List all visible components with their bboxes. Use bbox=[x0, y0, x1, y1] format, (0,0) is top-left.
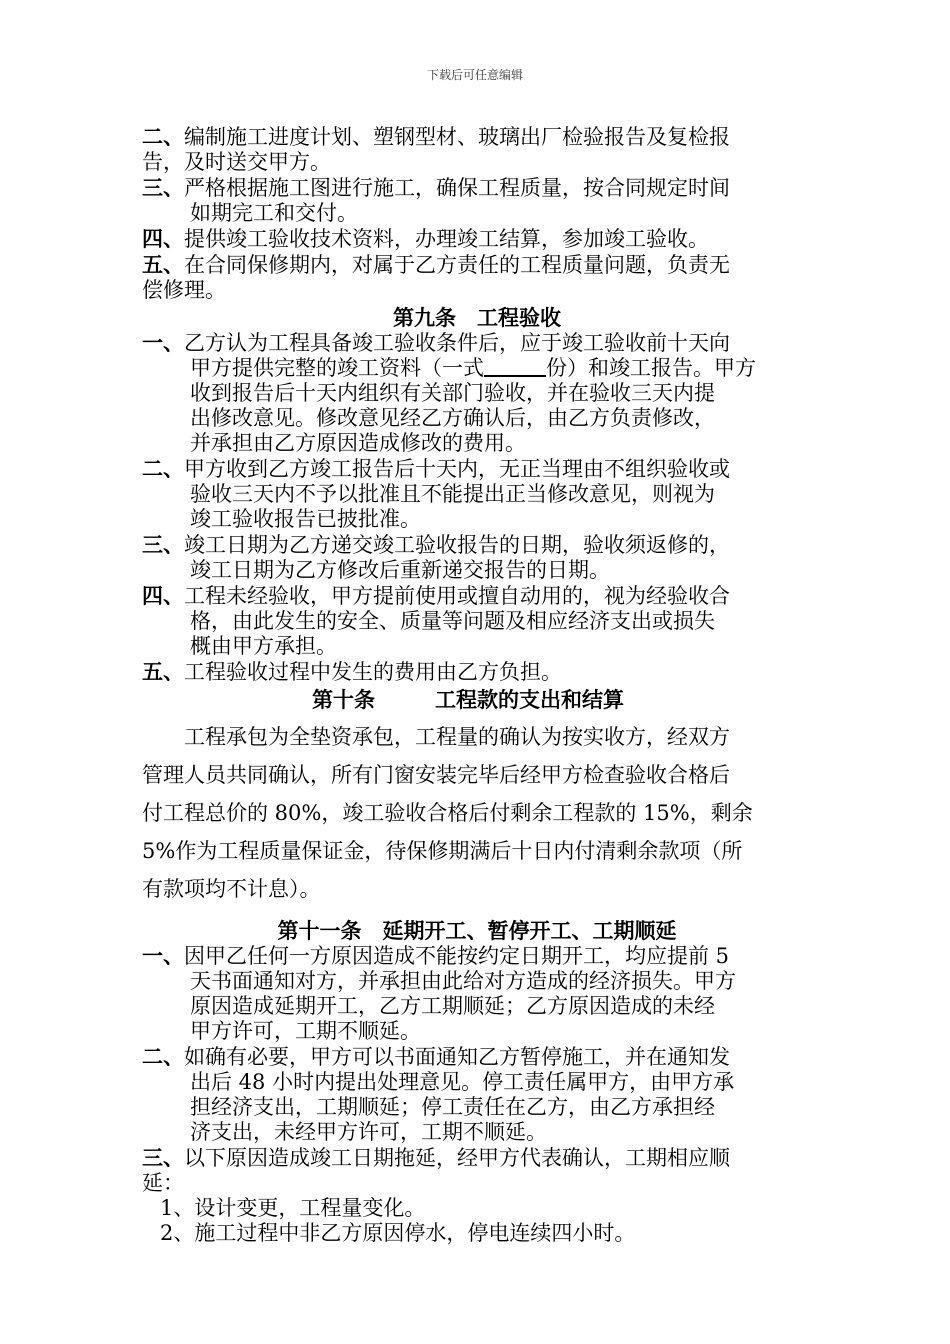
item-text: 担经济支出，工期顺延；停工责任在乙方，由乙方承担经 bbox=[190, 1095, 715, 1119]
article-number: 第十条 bbox=[312, 687, 375, 712]
item-number: 五、 bbox=[142, 659, 184, 684]
paragraph-line: 管理人员共同确认，所有门窗安装完毕后经甲方检查验收合格后 bbox=[142, 763, 730, 787]
art9-item-1 bbox=[142, 330, 812, 456]
art9-item-2 bbox=[142, 456, 812, 532]
item-text: 甲方提供完整的竣工资料（一式 bbox=[190, 356, 484, 380]
item-text: 济支出，未经甲方许可，工期不顺延。 bbox=[190, 1120, 547, 1144]
item-number: 一、 bbox=[142, 330, 184, 355]
item-text: 格，由此发生的安全、质量等问题及相应经济支出或损失 bbox=[190, 609, 715, 633]
art11-item-1 bbox=[142, 943, 812, 1044]
item-number: 二、 bbox=[142, 124, 184, 149]
item-number: 二、 bbox=[142, 456, 184, 481]
art8-item-2 bbox=[142, 124, 812, 175]
art8-item-3 bbox=[142, 175, 812, 226]
item-number: 四、 bbox=[142, 583, 184, 608]
sub-item: 2、施工过程中非乙方原因停水，停电连续四小时。 bbox=[160, 1221, 636, 1245]
item-text: 概由甲方承担。 bbox=[190, 634, 337, 658]
item-text: 如期完工和交付。 bbox=[190, 201, 358, 225]
item-text: 出修改意见。修改意见经乙方确认后，由乙方负责修改， bbox=[190, 406, 715, 430]
art8-item-4 bbox=[142, 226, 812, 252]
paragraph-line: 5%作为工程质量保证金，待保修期满后十日内付清剩余款项（所 bbox=[142, 839, 743, 863]
item-text: 在合同保修期内，对属于乙方责任的工程质量问题，负责无 bbox=[184, 253, 730, 277]
item-text: 甲方收到乙方竣工报告后十天内，无正当理由不组织验收或 bbox=[184, 457, 730, 481]
art11-item-3 bbox=[142, 1145, 812, 1246]
item-text: 出后 48 小时内提出处理意见。停工责任属甲方，由甲方承 bbox=[190, 1070, 735, 1094]
item-number: 二、 bbox=[142, 1044, 184, 1069]
item-text: 延： bbox=[142, 1171, 184, 1195]
item-number: 三、 bbox=[142, 532, 184, 557]
art9-item-5 bbox=[142, 659, 812, 685]
item-text: 原因造成延期开工，乙方工期顺延；乙方原因造成的未经 bbox=[190, 994, 715, 1018]
item-text: 工程未经验收，甲方提前使用或擅自动用的，视为经验收合 bbox=[184, 584, 730, 608]
item-text: 偿修理。 bbox=[142, 278, 226, 302]
page-header: 下载后可任意编辑 bbox=[426, 68, 523, 82]
item-text: 告，及时送交甲方。 bbox=[142, 150, 331, 174]
art10-paragraph bbox=[142, 718, 812, 908]
item-text: 编制施工进度计划、塑钢型材、玻璃出厂检验报告及复检报 bbox=[184, 125, 730, 149]
article-9-title: 第九条 工程验收 bbox=[393, 305, 561, 330]
item-text: 收到报告后十天内组织有关部门验收，并在验收三天内提 bbox=[190, 381, 715, 405]
item-text: 提供竣工验收技术资料，办理竣工结算，参加竣工验收。 bbox=[184, 227, 709, 251]
item-number: 四、 bbox=[142, 226, 184, 251]
item-text: 甲方许可，工期不顺延。 bbox=[190, 1019, 421, 1043]
art11-item-2 bbox=[142, 1044, 812, 1145]
article-11-title: 第十一条 延期开工、暂停开工、工期顺延 bbox=[277, 918, 677, 943]
sub-item: 1、设计变更，工程量变化。 bbox=[160, 1196, 426, 1220]
paragraph-line: 付工程总价的 80%，竣工验收合格后付剩余工程款的 15%，剩余 bbox=[142, 801, 753, 825]
item-number: 一、 bbox=[142, 943, 184, 968]
item-number: 三、 bbox=[142, 175, 184, 200]
item-text: 竣工日期为乙方递交竣工验收报告的日期，验收须返修的， bbox=[184, 533, 730, 557]
article-heading: 工程款的支出和结算 bbox=[435, 687, 624, 712]
item-text: 竣工验收报告已披批准。 bbox=[190, 507, 421, 531]
item-text: 如确有必要，甲方可以书面通知乙方暂停施工，并在通知发 bbox=[184, 1045, 730, 1069]
item-text: 份）和竣工报告。甲方 bbox=[546, 356, 756, 380]
paragraph-line: 有款项均不计息）。 bbox=[142, 877, 321, 901]
art8-item-5 bbox=[142, 252, 812, 303]
item-text: 天书面通知对方，并承担由此给对方造成的经济损失。甲方 bbox=[190, 969, 736, 993]
item-text: 并承担由乙方原因造成修改的费用。 bbox=[190, 431, 526, 455]
art9-item-3 bbox=[142, 532, 812, 583]
article-10-title bbox=[142, 687, 812, 712]
item-number: 三、 bbox=[142, 1145, 184, 1170]
item-number: 五、 bbox=[142, 252, 184, 277]
paragraph-line: 工程承包为全垫资承包，工程量的确认为按实收方，经双方 bbox=[184, 725, 730, 749]
item-text: 工程验收过程中发生的费用由乙方负担。 bbox=[184, 660, 562, 684]
item-text: 因甲乙任何一方原因造成不能按约定日期开工，均应提前 5 bbox=[184, 944, 730, 968]
fill-in-blank bbox=[484, 357, 546, 377]
art9-item-4 bbox=[142, 583, 812, 659]
item-text: 乙方认为工程具备竣工验收条件后，应于竣工验收前十天向 bbox=[184, 331, 730, 355]
item-text: 以下原因造成竣工日期拖延，经甲方代表确认，工期相应顺 bbox=[184, 1146, 730, 1170]
item-text: 竣工日期为乙方修改后重新递交报告的日期。 bbox=[190, 558, 610, 582]
document-body bbox=[142, 124, 812, 1246]
item-text: 严格根据施工图进行施工，确保工程质量，按合同规定时间 bbox=[184, 176, 730, 200]
item-text: 验收三天内不予以批准且不能提出正当修改意见，则视为 bbox=[190, 482, 715, 506]
